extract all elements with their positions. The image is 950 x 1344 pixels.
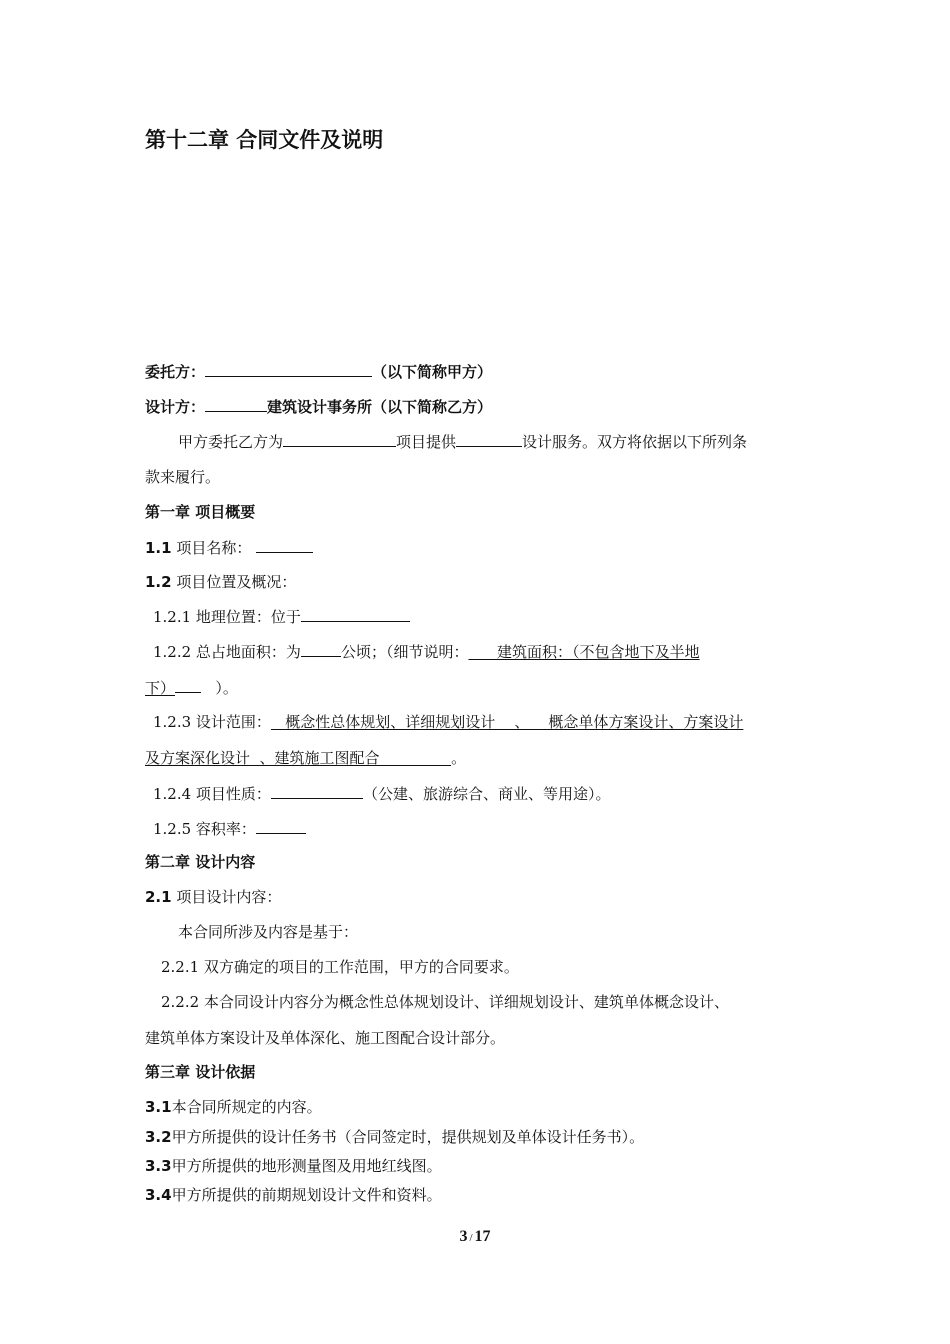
item-3-1-num: 3.1: [145, 1098, 172, 1116]
page-title: 第十二章 合同文件及说明: [145, 128, 384, 152]
item-1-2-2-text-a: 1.2.2 总占地面积：为: [153, 643, 301, 661]
item-1-2-4-text-b: （公建、旅游综合、商业、等用途）。: [362, 785, 611, 803]
item-3-4-num: 3.4: [145, 1186, 172, 1204]
designer-suffix: 建筑设计事务所（以下简称乙方）: [267, 398, 493, 416]
chapter-2-paragraph: 本合同所涉及内容是基于：: [178, 923, 359, 941]
area-detail-blank: [175, 677, 201, 693]
item-1-2-5: [153, 818, 306, 839]
item-1-2-4-text-a: 1.2.4 项目性质：: [153, 785, 271, 803]
item-3-1-text: 本合同所规定的内容。: [171, 1098, 322, 1116]
item-2-1: [145, 887, 281, 907]
item-1-2: [145, 572, 296, 592]
client-blank: [205, 361, 372, 377]
location-blank: [301, 606, 410, 622]
item-3-4-text: 甲方所提供的前期规划设计文件和资料。: [171, 1186, 442, 1204]
page-total: 17: [474, 1228, 491, 1245]
client-suffix: （以下简称甲方）: [372, 363, 493, 381]
item-1-2-4: [153, 783, 610, 804]
item-1-1-num: 1.1: [145, 539, 172, 557]
item-3-3-text: 甲方所提供的地形测量图及用地红线图。: [171, 1157, 442, 1175]
page-current: 3: [459, 1228, 468, 1245]
item-1-2-3: [153, 712, 743, 732]
intro-paragraph-cont: 款来履行。: [145, 468, 221, 486]
nature-blank: [271, 783, 363, 799]
page-number-footer: [0, 1228, 950, 1246]
item-1-2-label: 项目位置及概况：: [171, 573, 297, 591]
client-line: [145, 361, 492, 382]
project-name-blank: [256, 537, 313, 553]
item-1-2-1-text: 1.2.1 地理位置：位于: [153, 608, 301, 626]
item-2-2-2-cont: 建筑单体方案设计及单体深化、施工图配合设计部分。: [145, 1029, 506, 1047]
item-1-2-3-cont: [145, 748, 466, 768]
item-1-2-2-text-c: 建筑面积：（不包含地下及半地: [468, 643, 700, 661]
item-1-2-2-text-d: 下）: [145, 679, 176, 697]
area-blank: [301, 641, 341, 657]
item-3-3-num: 3.3: [145, 1157, 172, 1175]
item-2-1-num: 2.1: [145, 888, 172, 906]
item-1-1: [145, 537, 313, 558]
item-2-1-label: 项目设计内容：: [171, 888, 282, 906]
item-2-2-1: 2.2.1 双方确定的项目的工作范围，甲方的合同要求。: [161, 958, 519, 976]
item-2-2-2: 2.2.2 本合同设计内容分为概念性总体规划设计、详细规划设计、建筑单体概念设计、: [161, 993, 729, 1011]
item-1-2-2-text-e: ）。: [201, 679, 238, 697]
designer-blank: [205, 396, 267, 412]
item-1-2-3-scope: 概念性总体规划、详细规划设计 、 概念单体方案设计、方案设计: [270, 713, 744, 731]
item-1-2-2-text-b: 公顷；（细节说明：: [340, 643, 469, 661]
item-1-2-num: 1.2: [145, 573, 172, 591]
chapter-3-heading: 第三章 设计依据: [145, 1063, 256, 1081]
item-1-2-3-end: 。: [451, 749, 467, 767]
service-blank: [456, 431, 522, 447]
far-blank: [256, 818, 306, 834]
item-3-2-num: 3.2: [145, 1128, 172, 1146]
item-3-2: [145, 1127, 644, 1147]
chapter-1-heading: 第一章 项目概要: [145, 503, 256, 521]
item-3-1: [145, 1097, 322, 1117]
item-1-2-3-text-a: 1.2.3 设计范围：: [153, 713, 271, 731]
item-1-2-1: [153, 606, 410, 627]
page-separator: /: [469, 1232, 473, 1244]
item-1-2-2-cont: [145, 677, 238, 698]
chapter-2-heading: 第二章 设计内容: [145, 853, 256, 871]
designer-label: 设计方：: [145, 398, 206, 416]
item-1-2-3-scope-cont: 及方案深化设计 、建筑施工图配合: [145, 749, 452, 767]
intro-text-1: 甲方委托乙方为: [178, 433, 284, 451]
project-blank: [283, 431, 396, 447]
item-3-4: [145, 1185, 442, 1205]
item-1-2-5-text: 1.2.5 容积率：: [153, 820, 256, 838]
client-label: 委托方：: [145, 363, 206, 381]
intro-text-2: 项目提供: [396, 433, 457, 451]
designer-line: [145, 396, 492, 417]
item-3-3: [145, 1156, 442, 1176]
intro-paragraph: [178, 431, 747, 452]
item-1-2-2: [153, 641, 700, 662]
intro-text-3: 设计服务。双方将依据以下所列条: [522, 433, 748, 451]
item-1-1-label: 项目名称：: [171, 539, 257, 557]
item-3-2-text: 甲方所提供的设计任务书（合同签定时，提供规划及单体设计任务书）。: [171, 1128, 645, 1146]
